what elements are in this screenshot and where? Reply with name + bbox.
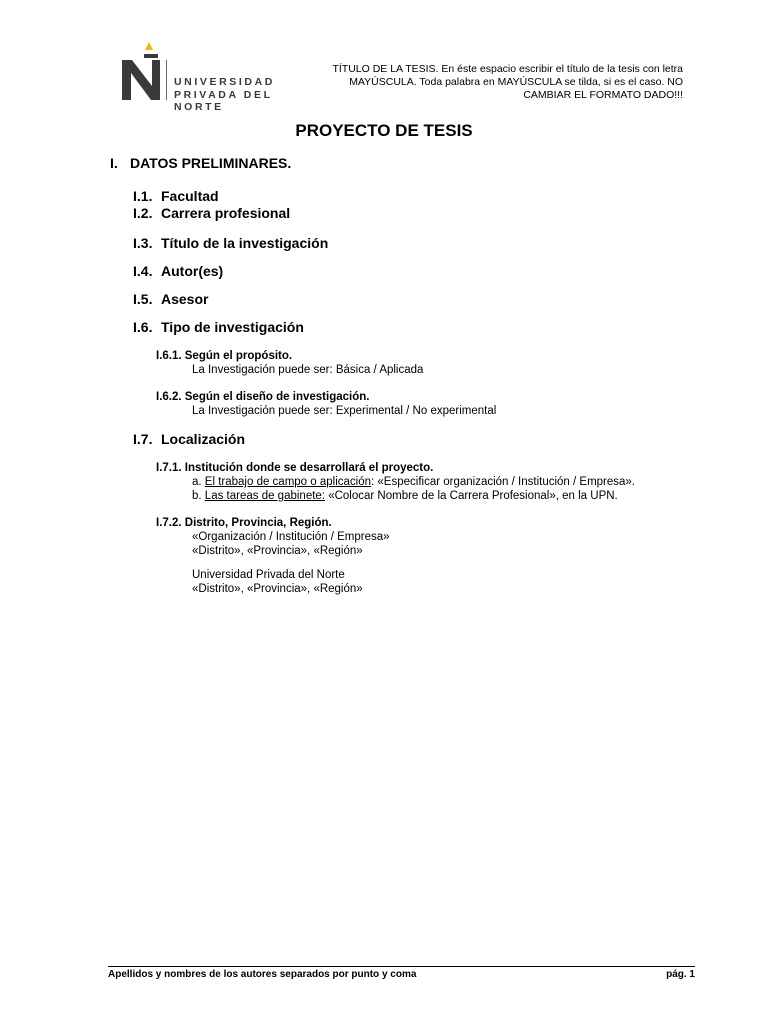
subheading-institucion: I.7.1. Institución donde se desarrollará el proyecto. [156, 462, 434, 474]
subheading-distrito: I.7.2. Distrito, Provincia, Región. [156, 517, 332, 529]
text-organizacion: «Organización / Institución / Empresa» [192, 531, 390, 543]
item-carrera-profesional: I.2. Carrera profesional [133, 205, 291, 221]
underlined-tareas-gabinete: Las tareas de gabinete: [204, 490, 325, 502]
section-heading-datos-preliminares: I. DATOS PRELIMINARES. [110, 155, 292, 171]
text-trabajo-campo: a. El trabajo de campo o aplicación: «Especificar organización / Institución / Empresa». [192, 476, 636, 488]
subheading-segun-diseno: I.6.2. Según el diseño de investigación. [156, 391, 370, 403]
text-distrito-1: «Distrito», «Provincia», «Región» [192, 545, 363, 557]
text-universidad: Universidad Privada del Norte [192, 569, 345, 581]
text-segun-proposito: La Investigación puede ser: Básica / Aplicada [192, 364, 424, 376]
item-tipo-investigacion: I.6. Tipo de investigación [133, 319, 304, 335]
underlined-trabajo-campo: El trabajo de campo o aplicación [204, 476, 372, 488]
item-facultad: I.1. Facultad [133, 188, 219, 204]
text-segun-diseno: La Investigación puede ser: Experimental / No experimental [192, 405, 497, 417]
header-note: TÍTULO DE LA TESIS. En éste espacio escribir el título de la tesis con letra MAYÚSCULA. Toda palabra en MAYÚSCULA se tilda, si es el caso. NO CAMBIAR EL FORMATO DADO!!! [332, 63, 683, 101]
item-titulo-investigacion: I.3. Título de la investigación [133, 235, 329, 251]
text-distrito-2: «Distrito», «Provincia», «Región» [192, 583, 363, 595]
item-autores: I.4. Autor(es) [133, 263, 224, 279]
logo-divider [166, 60, 167, 100]
footer-page-number: pág. 1 [666, 969, 695, 980]
page-title: PROYECTO DE TESIS [295, 121, 473, 140]
text-tareas-gabinete: b. Las tareas de gabinete: «Colocar Nombre de la Carrera Profesional», en la UPN. [192, 490, 618, 502]
item-asesor: I.5. Asesor [133, 291, 209, 307]
footer-authors: Apellidos y nombres de los autores separados por punto y coma [108, 969, 417, 980]
logo-text-line2: PRIVADA DEL NORTE [174, 89, 273, 113]
university-logo [118, 40, 308, 113]
logo-text-line1: UNIVERSIDAD [174, 76, 275, 88]
subheading-segun-proposito: I.6.1. Según el propósito. [156, 350, 293, 362]
upn-logo-icon [118, 40, 170, 102]
footer-divider [108, 966, 695, 967]
item-localizacion: I.7. Localización [133, 431, 246, 447]
